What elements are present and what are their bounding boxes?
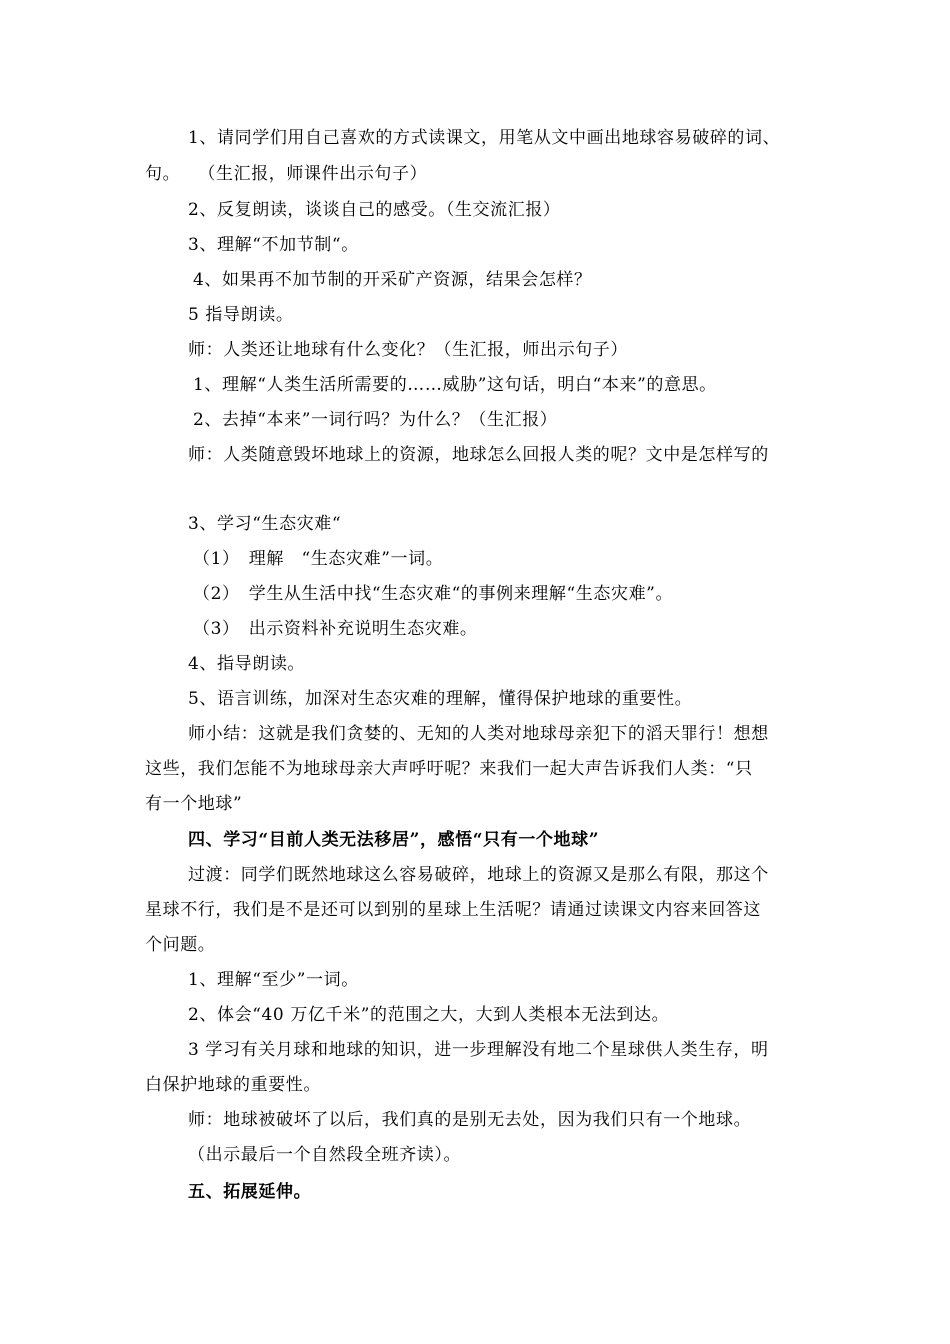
text-line-28: 师：地球被破坏了以后，我们真的是别无去处，因为我们只有一个地球。 (188, 1110, 752, 1130)
section-heading-5: 五、拓展延伸。 (188, 1182, 312, 1202)
text-line-5: 4、如果再不加节制的开采矿产资源，结果会怎样？ (193, 270, 592, 290)
text-line-14: （3） 出示资料补充说明生态灾难。 (193, 619, 478, 639)
text-line-26: 3 学习有关月球和地球的知识，进一步理解没有地二个星球供人类生存，明 (188, 1040, 769, 1060)
text-line-29: （出示最后一个自然段全班齐读）。 (188, 1145, 462, 1165)
text-line-17: 师小结：这就是我们贪婪的、无知的人类对地球母亲犯下的滔天罪行！想想 (188, 724, 769, 744)
text-line-6: 5 指导朗读。 (188, 305, 294, 325)
text-line-13: （2） 学生从生活中找“生态灾难“的事例来理解“生态灾难”。 (193, 584, 674, 604)
text-line-9: 2、去掉“本来”一词行吗？为什么？（生汇报） (193, 410, 558, 430)
section-heading-4: 四、学习“目前人类无法移居”，感悟“只有一个地球” (188, 830, 600, 850)
text-line-8: 1、理解“人类生活所需要的……威胁”这句话，明白“本来”的意思。 (193, 375, 717, 395)
text-line-4: 3、理解“不加节制“。 (188, 235, 359, 255)
text-line-12: （1） 理解 “生态灾难”一词。 (193, 549, 444, 569)
text-line-23: 个问题。 (145, 935, 216, 955)
text-line-24: 1、理解“至少”一词。 (188, 970, 359, 990)
text-line-27: 白保护地球的重要性。 (145, 1075, 321, 1095)
text-line-21: 过渡：同学们既然地球这么容易破碎，地球上的资源又是那么有限，那这个 (188, 865, 769, 885)
text-line-7: 师：人类还让地球有什么变化？（生汇报，师出示句子） (188, 340, 628, 360)
text-line-25: 2、体会“40 万亿千米”的范围之大，大到人类根本无法到达。 (188, 1005, 670, 1025)
text-line-11: 3、学习“生态灾难“ (188, 514, 342, 534)
text-line-15: 4、指导朗读。 (188, 654, 306, 674)
text-line-18: 这些，我们怎能不为地球母亲大声呼吁呢？来我们一起大声告诉我们人类：“只 (145, 759, 753, 779)
text-line-16: 5、语言训练，加深对生态灾难的理解，懂得保护地球的重要性。 (188, 689, 693, 709)
text-line-10: 师：人类随意毁坏地球上的资源，地球怎么回报人类的呢？文中是怎样写的 (188, 445, 769, 465)
text-line-19: 有一个地球” (145, 794, 243, 814)
text-line-22: 星球不行，我们是不是还可以到别的星球上生活呢？请通过读课文内容来回答这 (145, 900, 761, 920)
text-line-1: 1、请同学们用自己喜欢的方式读课文，用笔从文中画出地球容易破碎的词、 (188, 128, 781, 148)
text-line-2: 句。 （生汇报，师课件出示句子） (145, 164, 428, 184)
text-line-3: 2、反复朗读，谈谈自己的感受。（生交流汇报） (188, 200, 561, 220)
